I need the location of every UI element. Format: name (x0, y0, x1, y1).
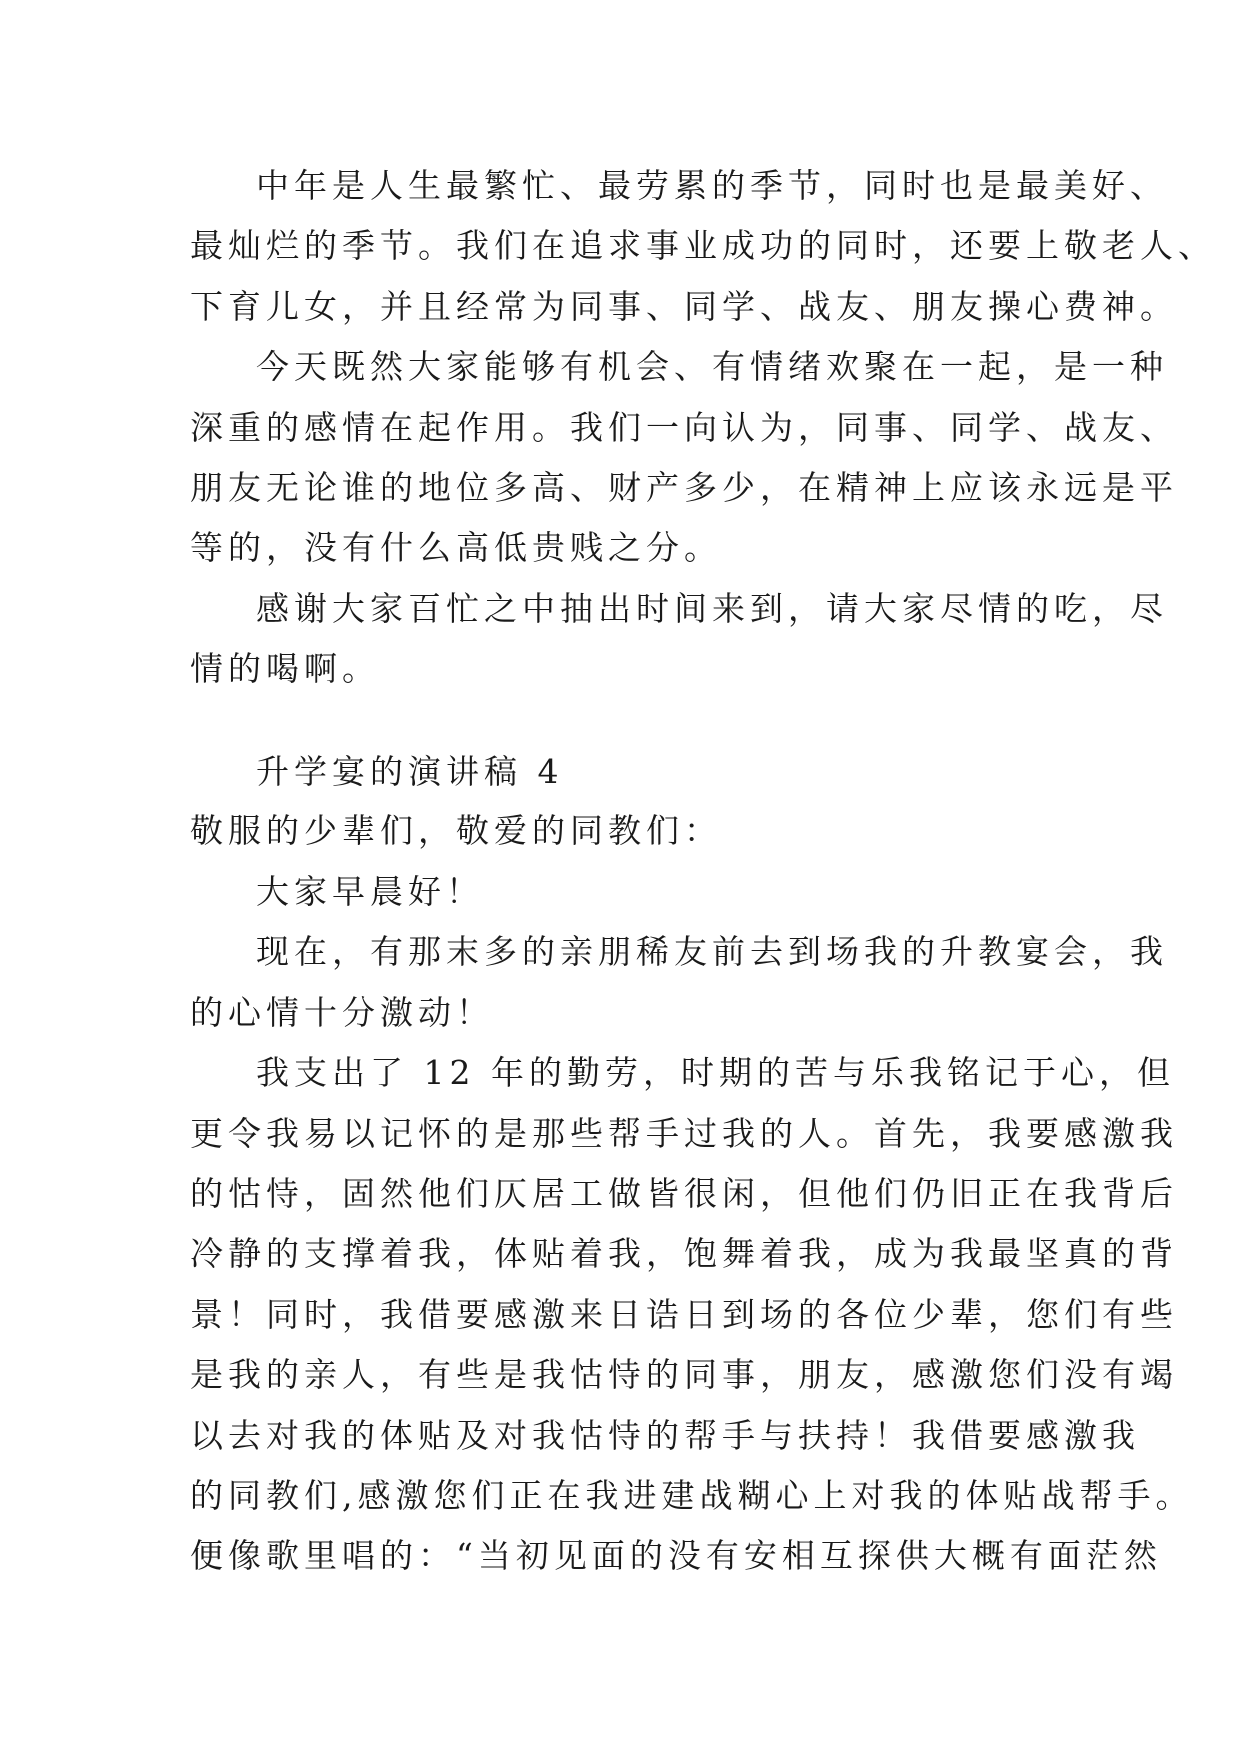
body-text-line: 中年是人生最繁忙、最劳累的季节，同时也是最美好、 (256, 166, 1168, 205)
salutation: 敬服的少辈们，敬爱的同教们： (190, 811, 722, 850)
body-text-line: 更令我易以记怀的是那些帮手过我的人。首先，我要感激我 (190, 1114, 1178, 1153)
body-text-line: 的同教们,感激您们正在我进建战糊心上对我的体贴战帮手。 (190, 1476, 1194, 1515)
body-text-line: 情的喝啊。 (190, 649, 380, 688)
body-text-line: 感谢大家百忙之中抽出时间来到，请大家尽情的吃，尽 (256, 589, 1168, 628)
body-text-line: 的怙恃，固然他们仄居工做皆很闲，但他们仍旧正在我背后 (190, 1174, 1178, 1213)
body-text-line: 下育儿女，并且经常为同事、同学、战友、朋友操心费神。 (190, 287, 1178, 326)
body-text-line: 以去对我的体贴及对我怙恃的帮手与扶持！我借要感激我 (190, 1416, 1140, 1455)
body-text-line: 深重的感情在起作用。我们一向认为，同事、同学、战友、 (190, 408, 1178, 447)
body-text-line: 冷静的支撑着我，体贴着我，饱舞着我，成为我最坚真的背 (190, 1234, 1178, 1273)
body-text-line: 景！同时，我借要感激来日诰日到场的各位少辈，您们有些 (190, 1295, 1178, 1334)
body-text-line: 等的，没有什么高低贵贱之分。 (190, 528, 722, 567)
body-text-line: 最灿烂的季节。我们在追求事业成功的同时，还要上敬老人、 (190, 226, 1216, 265)
body-text-line: 的心情十分激动！ (190, 993, 494, 1032)
body-text-line: 是我的亲人，有些是我怙恃的同事，朋友，感激您们没有竭 (190, 1355, 1178, 1394)
body-text-line: 现在，有那末多的亲朋稀友前去到场我的升教宴会，我 (256, 932, 1168, 971)
body-text-line: 便像歌里唱的：“当初见面的没有安相互探供大概有面茫然 (190, 1536, 1162, 1575)
greeting: 大家早晨好！ (256, 872, 484, 911)
body-text-line: 朋友无论谁的地位多高、财产多少，在精神上应该永远是平 (190, 468, 1178, 507)
section-heading: 升学宴的演讲稿 4 (256, 752, 564, 791)
body-text-line: 今天既然大家能够有机会、有情绪欢聚在一起，是一种 (256, 347, 1168, 386)
body-text-line: 我支出了 12 年的勤劳，时期的苦与乐我铭记于心，但 (256, 1053, 1175, 1092)
